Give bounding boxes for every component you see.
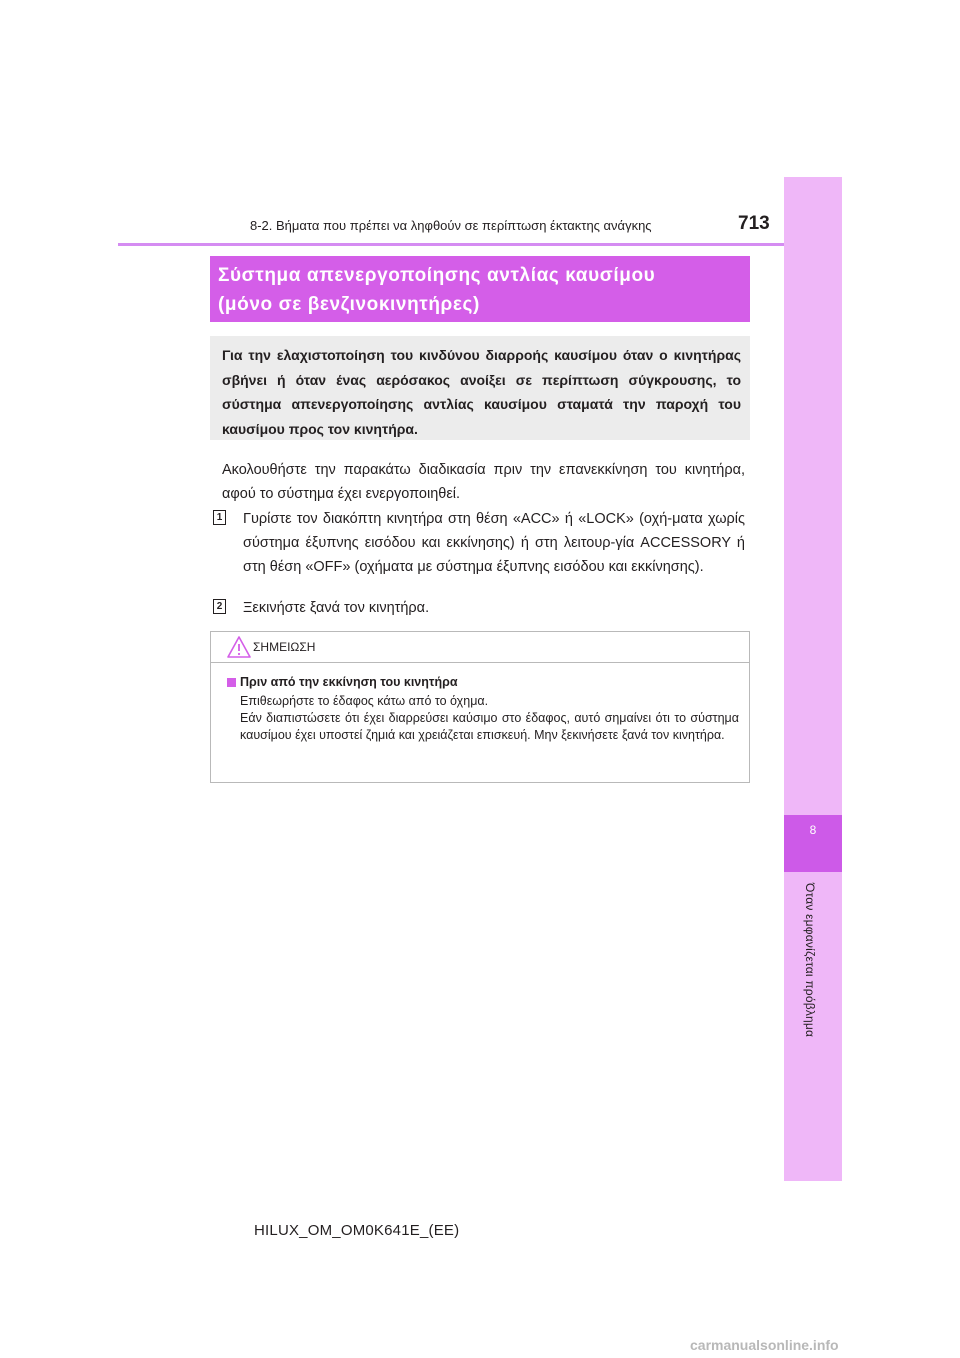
notice-heading-text: Πριν από την εκκίνηση του κινητήρα <box>240 675 458 689</box>
notice-box <box>210 631 750 783</box>
notice-paragraph: Εάν διαπιστώσετε ότι έχει διαρρεύσει καύσιμο στο έδαφος, αυτό σημαίνει ότι το σύστημα καυσίμου έχει υποστεί ζημιά και χρειάζεται επισκευή. Μην ξεκινήσετε ξανά τον κινητήρα. <box>240 711 739 742</box>
step-text: Ξεκινήστε ξανά τον κινητήρα. <box>243 600 430 616</box>
notice-header <box>211 632 749 663</box>
section-title-banner <box>210 256 750 322</box>
page-number: 713 <box>738 213 770 234</box>
section-title-line1: Σύστημα απενεργοποίησης αντλίας καυσίμου <box>218 265 656 286</box>
step-number-badge: 2 <box>213 599 226 614</box>
notice-label: ΣΗΜΕΙΩΣΗ <box>253 640 316 654</box>
watermark: carmanualsonline.info <box>690 1337 839 1353</box>
notice-heading <box>227 674 739 691</box>
step-item <box>213 507 745 579</box>
notice-paragraph: Επιθεωρήστε το έδαφος κάτω από το όχημα. <box>240 694 489 708</box>
step-item <box>213 596 745 620</box>
chapter-number-box: 8 <box>784 815 842 872</box>
step-number-badge: 1 <box>213 510 226 525</box>
intro-paragraph: Ακολουθήστε την παρακάτω διαδικασία πριν την επανεκκίνηση του κινητήρα, αφού το σύστημα έχει ενεργοποιηθεί. <box>222 462 745 502</box>
square-bullet-icon <box>227 678 236 687</box>
warning-triangle-icon <box>226 635 252 659</box>
document-code: HILUX_OM_OM0K641E_(EE) <box>254 1222 460 1239</box>
header-divider <box>118 243 840 246</box>
notice-body <box>227 674 739 744</box>
step-text: Γυρίστε τον διακόπτη κινητήρα στη θέση «ACC» ή «LOCK» (οχή-ματα χωρίς σύστημα έξυπνης εισόδου και εκκίνησης) ή στη λειτουρ-γία ACCESSORY ή στη θέση «OFF» (οχήματα με σύστημα έξυπνης εισόδου και εκκίνησης). <box>243 511 745 575</box>
section-title-line2: (μόνο σε βενζινοκινητήρες) <box>218 294 480 315</box>
header-section-path: 8-2. Βήματα που πρέπει να ληφθούν σε περίπτωση έκτακτης ανάγκης <box>250 218 652 233</box>
summary-box: Για την ελαχιστοποίηση του κινδύνου διαρροής καυσίμου όταν ο κινητήρας σβήνει ή όταν ένας αερόσακος ανοίξει σε περίπτωση σύγκρουσης, το σύστημα απενεργοποίησης αντλίας καυσίμου σταματά την παροχή του καυσίμου προς τον κινητήρα. <box>210 336 750 440</box>
chapter-title-vertical: Όταν εμφανίζεται πρόβλημα <box>803 883 817 1038</box>
